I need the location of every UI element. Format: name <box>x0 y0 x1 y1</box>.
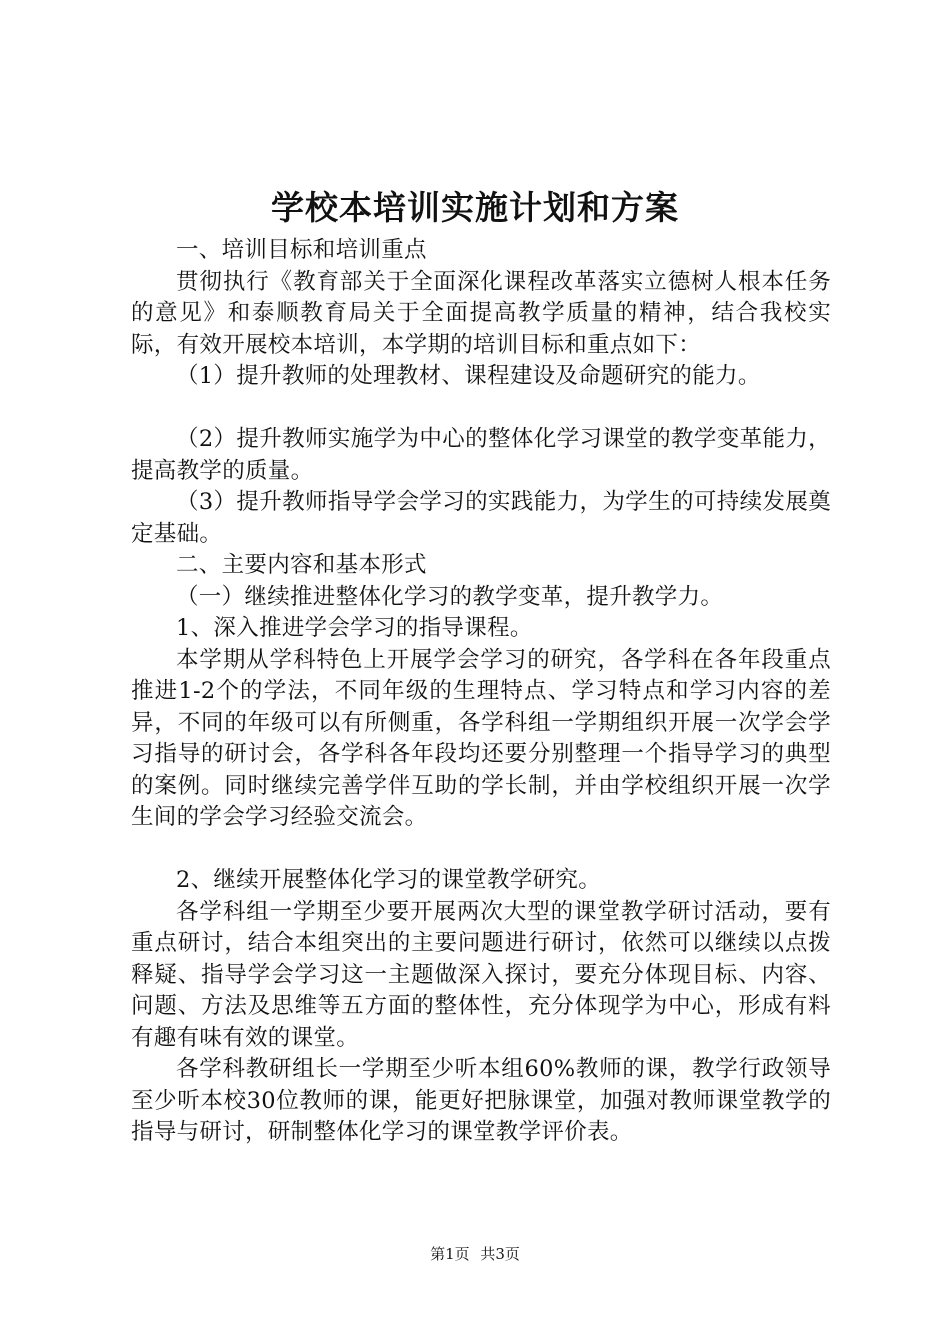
document-body <box>131 235 831 1149</box>
paragraph-classroom-research: 各学科组一学期至少要开展两次大型的课堂教学研讨活动，要有重点研讨，结合本组突出的主要问题进行研讨，依然可以继续以点拨释疑、指导学会学习这一主题做深入探讨，要充分体现目标、内容、问题、方法及思维等五方面的整体性，充分体现学为中心，形成有料有趣有味有效的课堂。 <box>131 898 831 1051</box>
document-title: 学校本培训实施计划和方案 <box>271 188 679 227</box>
section-heading-1: 一、培训目标和培训重点 <box>176 237 427 263</box>
paragraph-lesson-observation: 各学科教研组长一学期至少听本组60%教师的课，教学行政领导至少听本校30位教师的课，能更好把脉课堂，加强对教师课堂教学的指导与研讨，研制整体化学习的课堂教学评价表。 <box>131 1056 831 1145</box>
goal-item-2: （2）提升教师实施学为中心的整体化学习课堂的教学变革能力，提高教学的质量。 <box>131 426 831 484</box>
page-total: 共3页 <box>480 1245 520 1263</box>
paragraph-learning-guidance: 本学期从学科特色上开展学会学习的研究，各学科在各年段重点推进1-2个的学法，不同年级的生理特点、学习特点和学习内容的差异，不同的年级可以有所侧重，各学科组一学期组织开展一次学会学习指导的研讨会，各学科各年段均还要分别整理一个指导学习的典型的案例。同时继续完善学伴互助的学长制，并由学校组织开展一次学生间的学会学习经验交流会。 <box>131 646 831 830</box>
goal-item-3: （3）提升教师指导学会学习的实践能力，为学生的可持续发展奠定基础。 <box>131 489 831 547</box>
page-footer <box>0 1244 950 1264</box>
section-heading-2: 二、主要内容和基本形式 <box>176 552 427 578</box>
paragraph-intro: 贯彻执行《教育部关于全面深化课程改革落实立德树人根本任务的意见》和泰顺教育局关于全面提高教学质量的精神，结合我校实际，有效开展校本培训，本学期的培训目标和重点如下： <box>131 268 831 358</box>
page-number: 第1页 <box>430 1245 470 1263</box>
item-heading-1: 1、深入推进学会学习的指导课程。 <box>176 615 533 641</box>
item-heading-2: 2、继续开展整体化学习的课堂教学研究。 <box>176 867 602 893</box>
subsection-heading-1: （一）继续推进整体化学习的教学变革，提升教学力。 <box>176 583 724 610</box>
goal-item-1: （1）提升教师的处理教材、课程建设及命题研究的能力。 <box>176 363 761 389</box>
